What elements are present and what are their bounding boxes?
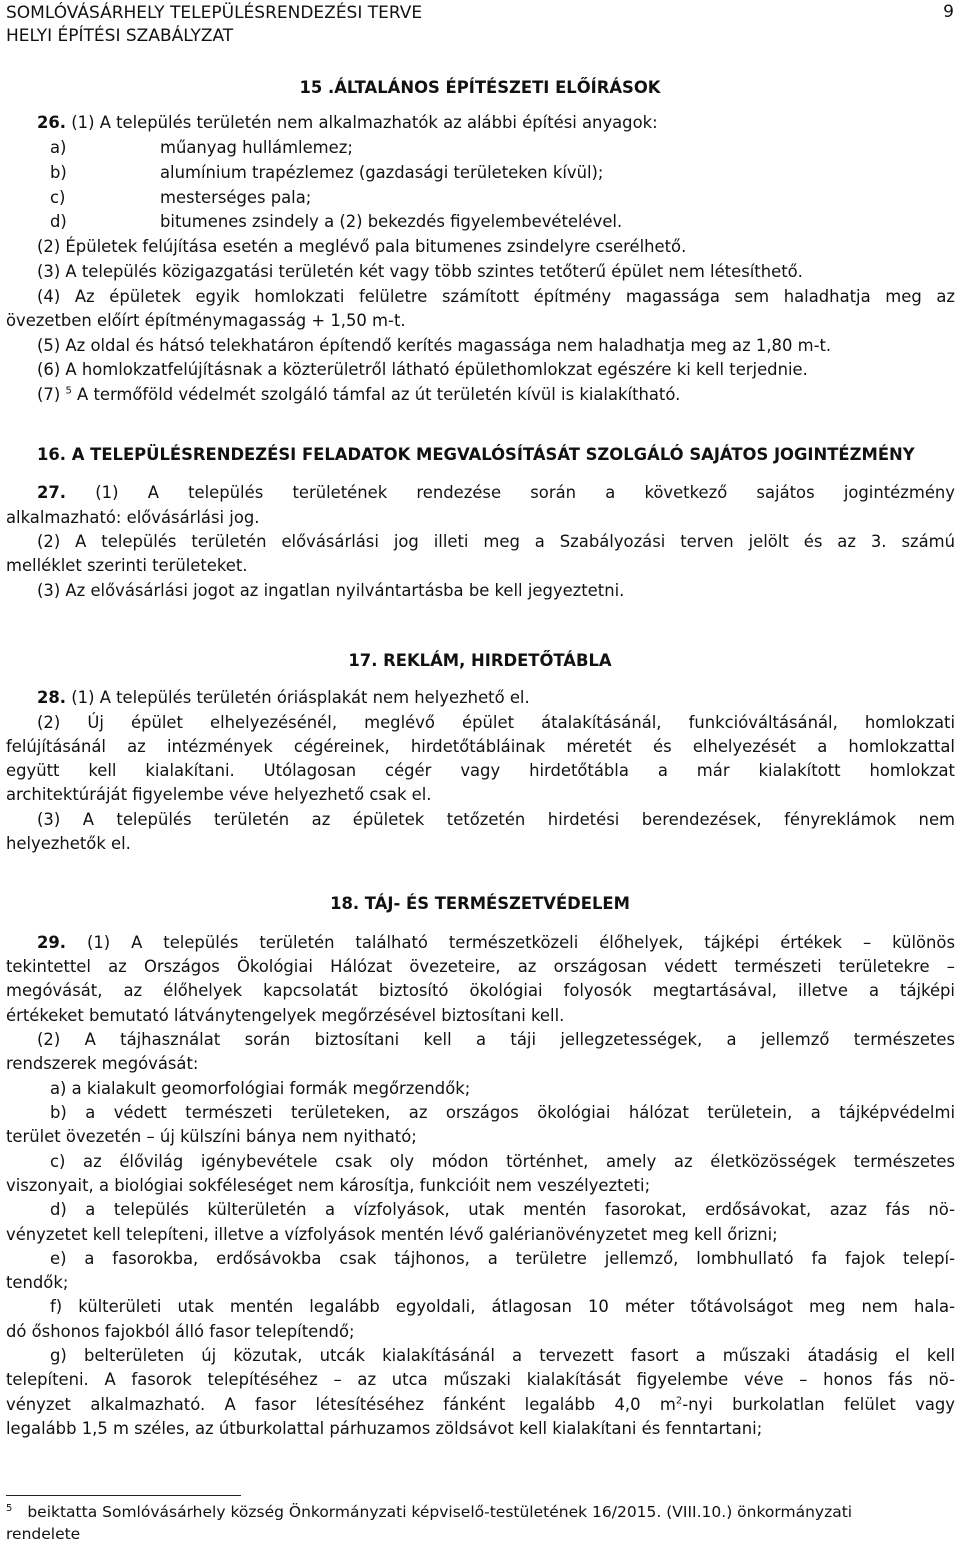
list-item-f-line2: dó őshonos fajokból álló fasor telepítendő;: [6, 1322, 355, 1341]
list-item-b-line1: b) a védett természeti területeken, az országos ökológiai hálózat területein, a tájképvédelmi: [50, 1103, 955, 1122]
list-item-e-line1: e) a fasorokba, erdősávokba csak tájhonos, a területre jellemző, lombhullató fa fajok telepí-: [50, 1249, 955, 1268]
paragraph-27-1-line2: alkalmazható: elővásárlási jog.: [6, 508, 260, 527]
superscript: 2: [675, 1395, 683, 1407]
paragraph-26-5: (5) Az oldal és hátsó telekhatáron építendő kerítés magassága nem haladhatja meg az 1,80 m-t.: [37, 336, 832, 355]
list-item-b-line2: terület övezetén – új külszíni bánya nem nyitható;: [6, 1127, 417, 1146]
footnote-number: 5: [6, 1502, 13, 1514]
paragraph-28-1: [37, 688, 530, 708]
paragraph-28-2-line1: (2) Új épület elhelyezésénél, meglévő épület átalakításánál, funkcióváltásánál, homlokzati: [37, 713, 955, 732]
page-number: 9: [943, 2, 954, 22]
section-15-title: 15 .ÁLTALÁNOS ÉPÍTÉSZETI ELŐÍRÁSOK: [299, 78, 661, 97]
list-item-f-line1: f) külterületi utak mentén legalább egyoldali, átlagosan 10 méter tőtávolságot meg nem hala-: [50, 1297, 955, 1316]
paragraph-26-7: [37, 385, 680, 405]
paragraph-28-3-line2: helyezhetők el.: [6, 834, 131, 853]
paragraph-29-number: 29.: [37, 933, 67, 952]
paragraph-27-3: (3) Az elővásárlási jogot az ingatlan nyilvántartásba be kell jegyeztetni.: [37, 581, 625, 600]
paragraph-26-intro: [37, 113, 658, 133]
paragraph-28-1-text: (1) A település területén óriásplakát nem helyezhető el.: [71, 688, 530, 707]
paragraph-26-2: (2) Épületek felújítása esetén a meglévő pala bitumenes zsindelyre cserélhető.: [37, 237, 687, 256]
paragraph-26-6: (6) A homlokzatfelújításnak a közterületről látható épülethomlokzat egészére ki kell terjednie.: [37, 360, 808, 379]
section-18-title: 18. TÁJ- ÉS TERMÉSZETVÉDELEM: [330, 894, 630, 913]
paragraph-28-2-line3: együtt kell kialakítani. Utólagosan cégér vagy hirdetőtábla a már kialakított homlokzat: [6, 761, 955, 780]
list-item-text: bitumenes zsindely a (2) bekezdés figyelembevételével.: [160, 212, 623, 231]
paragraph-29-1-line2: tekintettel az Országos Ökológiai Hálózat övezeteire, az országosan védett természeti területekre –: [6, 957, 955, 976]
list-item-text: mesterséges pala;: [160, 188, 312, 207]
footnote-text-line2: rendelete: [6, 1525, 81, 1543]
paragraph-29-2-line1: (2) A tájhasználat során biztosítani kell a táji jellegzetességek, a jellemző természetes: [37, 1030, 955, 1049]
list-item-label: d): [50, 212, 67, 231]
paragraph-26-3: (3) A település közigazgatási területén két vagy több szintes tetőterű épület nem létesíthető.: [37, 262, 803, 281]
list-item-g-line1: g) belterületen új közutak, utcák kialakításánál a tervezett fasort a műszaki átadásig el kell: [50, 1346, 955, 1365]
footnote-text-line1: beiktatta Somlóvásárhely község Önkormányzati képviselő-testületének 16/2015. (VIII.10.) önkormányzati: [27, 1503, 853, 1521]
paragraph-27-2-line2: melléklet szerinti területeket.: [6, 556, 248, 575]
list-item-label: c): [50, 188, 66, 207]
paragraph-27-1-text: (1) A település területének rendezése során a következő sajátos jogintézmény: [95, 483, 955, 502]
document-header-subtitle: HELYI ÉPÍTÉSI SZABÁLYZAT: [6, 26, 234, 46]
list-item-g-line3: [6, 1395, 955, 1415]
paragraph-26-4-line1: (4) Az épületek egyik homlokzati felületre számított építmény magassága sem haladhatja meg az: [37, 287, 955, 306]
paragraph-29-2-line2: rendszerek megóvását:: [6, 1054, 199, 1073]
list-item-g-line2: telepíteni. A fasorok telepítéséhez – az utca műszaki kialakítását figyelembe véve – honos fás nö-: [6, 1370, 955, 1389]
list-item-a: a) a kialakult geomorfológiai formák megőrzendők;: [50, 1079, 471, 1098]
document-header-title: SOMLÓVÁSÁRHELY TELEPÜLÉSRENDEZÉSI TERVE: [6, 3, 423, 23]
footnote-ref: 5: [65, 385, 72, 397]
list-item-c-line2: viszonyait, a biológiai sokféleséget nem károsítja, funkcióit nem veszélyezteti;: [6, 1176, 651, 1195]
list-item-c-line1: c) az élővilág igénybevétele csak oly módon történhet, amely az életközösségek természetes: [50, 1152, 955, 1171]
list-item-text: műanyag hullámlemez;: [160, 138, 353, 157]
section-17-title: 17. REKLÁM, HIRDETŐTÁBLA: [348, 651, 612, 670]
paragraph-29-1-line4: értékeket bemutató látványtengelyek megőrzésével biztosítani kell.: [6, 1006, 565, 1025]
paragraph-26-4-line2: övezetben előírt építménymagasság + 1,50 m-t.: [6, 311, 406, 330]
paragraph-28-3-line1: (3) A település területén az épületek tetőzetén hirdetési berendezések, fényreklámok nem: [37, 810, 955, 829]
list-item-e-line2: tendők;: [6, 1273, 69, 1292]
list-item-label: a): [50, 138, 67, 157]
paragraph-26-text: (1) A település területén nem alkalmazhatók az alábbi építési anyagok:: [71, 113, 658, 132]
paragraph-28-2-line2: felújításánál az intézmények cégéreinek, hirdetőtábláinak méretét és elhelyezését a homlokzattal: [6, 737, 955, 756]
list-item-g-line3-start: vényzet alkalmazható. A fasor létesítéséhez fánként legalább 4,0 m: [6, 1395, 676, 1414]
paragraph-26-7-text: A termőföld védelmét szolgáló támfal az út területén kívül is kialakítható.: [77, 385, 681, 404]
list-item-label: b): [50, 163, 67, 182]
section-16-title: 16. A TELEPÜLÉSRENDEZÉSI FELADATOK MEGVALÓSÍTÁSÁT SZOLGÁLÓ SAJÁTOS JOGINTÉZMÉNY: [37, 445, 915, 464]
paragraph-29-1-text: (1) A település területén található természetközeli élőhelyek, tájképi értékek – különös: [86, 933, 955, 952]
list-item-g-line3-end: -nyi burkolatlan felület vagy: [682, 1395, 955, 1414]
list-item-d-line2: vényzetet kell telepíteni, illetve a vízfolyások mentén lévő galérianövényzetet meg kell őrizni;: [6, 1225, 778, 1244]
paragraph-26-7-number: (7): [37, 385, 61, 404]
footnote-separator: [6, 1495, 241, 1496]
paragraph-29-1-line1: [37, 933, 955, 953]
paragraph-28-2-line4: architektúráját figyelembe véve helyezhető csak el.: [6, 785, 432, 804]
paragraph-27-1-line1: [37, 483, 955, 503]
paragraph-27-number: 27.: [37, 483, 67, 502]
paragraph-29-1-line3: megóvását, az élőhelyek kapcsolatát biztosító ökológiai folyosók megtartásával, illetve a tájképi: [6, 981, 955, 1000]
list-item-text: alumínium trapézlemez (gazdasági területeken kívül);: [160, 163, 604, 182]
list-item-g-line4: legalább 1,5 m széles, az útburkolattal párhuzamos zöldsávot kell kialakítani és fenntartani;: [6, 1419, 763, 1438]
paragraph-28-number: 28.: [37, 688, 67, 707]
paragraph-27-2-line1: (2) A település területén elővásárlási jog illeti meg a Szabályozási terven jelölt és az 3. számú: [37, 532, 955, 551]
footnote: [6, 1502, 852, 1522]
list-item-d-line1: d) a település külterületén a vízfolyások, utak mentén fasorokat, erdősávokat, azaz fás nö-: [50, 1200, 955, 1219]
paragraph-26-number: 26.: [37, 113, 67, 132]
